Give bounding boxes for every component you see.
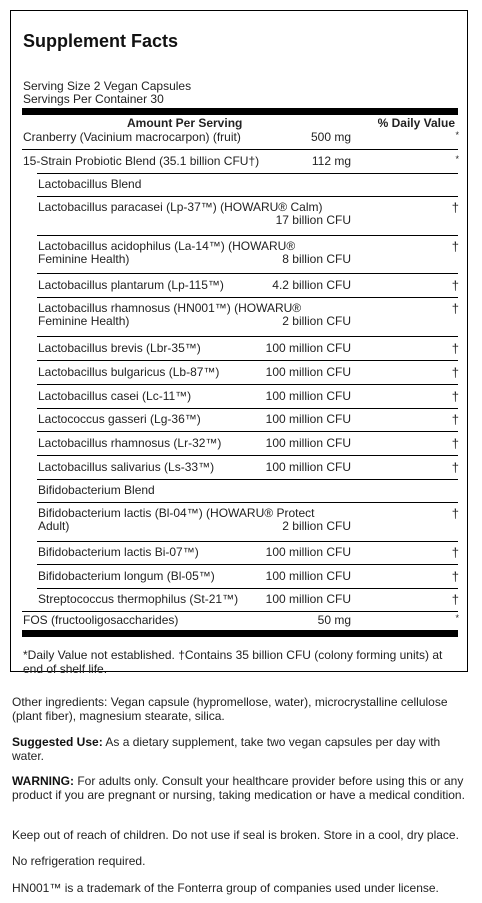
ingredient-amount: 4.2 billion CFU	[272, 278, 351, 292]
serving-size: Serving Size 2 Vegan Capsules	[23, 79, 192, 93]
suggested-use	[12, 735, 472, 763]
ingredient-name: Streptococcus thermophilus (St-21™)	[38, 592, 239, 606]
daily-value-mark: †	[451, 436, 459, 451]
ingredient-name: Lactobacillus brevis (Lbr-35™)	[38, 341, 201, 355]
row-divider	[37, 360, 458, 361]
servings-per-container: Servings Per Container 30	[23, 92, 164, 106]
ingredient-name: Lactobacillus bulgaricus (Lb-87™)	[38, 365, 220, 379]
suggested-use-label: Suggested Use:	[12, 735, 103, 749]
ingredient-name: Lactobacillus salivarius (Ls-33™)	[38, 460, 215, 474]
ingredient-name: Bifidobacterium longum (Bl-05™)	[38, 569, 215, 583]
ingredient-name: Bifidobacterium lactis Bi-07™)	[38, 545, 199, 559]
ingredient-name: Lactobacillus acidophilus (La-14™) (HOWARU®	[38, 239, 296, 253]
daily-value-mark: †	[451, 545, 459, 560]
daily-value-mark: †	[451, 278, 459, 293]
row-divider	[37, 541, 458, 542]
ingredient-name: Lactobacillus paracasei (Lp-37™) (HOWARU® Calm)	[38, 200, 323, 214]
ingredient-name: Lactobacillus rhamnosus (HN001™) (HOWARU®	[38, 301, 302, 315]
supplement-facts-panel	[10, 10, 468, 676]
ingredient-amount: 100 million CFU	[265, 436, 351, 450]
row-divider	[22, 149, 458, 150]
ingredient-name: Lactobacillus casei (Lc-11™)	[38, 389, 192, 403]
row-divider	[37, 196, 458, 197]
daily-value-mark: †	[451, 341, 459, 356]
other-ingredients: Other ingredients: Vegan capsule (hypromellose, water), microcrystalline cellulose (plant fiber), magnesium stearate, silica.	[12, 695, 448, 723]
row-divider	[37, 336, 458, 337]
daily-value-mark: *	[455, 130, 459, 140]
warning	[12, 774, 472, 802]
ingredient-name: Lactobacillus Blend	[38, 177, 142, 191]
ingredient-amount: 2 billion CFU	[282, 519, 351, 533]
footer-rule	[22, 630, 458, 637]
suggested-use-text: As a dietary supplement, take two vegan capsules per day with water.	[12, 735, 441, 763]
daily-value-mark: *	[455, 154, 459, 164]
amount-header: Amount Per Serving	[127, 116, 243, 130]
warning-text: For adults only. Consult your healthcare provider before using this or any product if you are pregnant or nursing, taking medication or have a medical condition.	[12, 774, 465, 802]
ingredient-amount: 100 million CFU	[265, 341, 351, 355]
ingredient-name: Lactobacillus rhamnosus (Lr-32™)	[38, 436, 222, 450]
storage-text: Keep out of reach of children. Do not use if seal is broken. Store in a cool, dry place.	[12, 828, 459, 842]
daily-value-mark: †	[451, 412, 459, 427]
daily-value-mark: †	[451, 239, 459, 254]
row-divider	[37, 408, 458, 409]
ingredient-amount: 100 million CFU	[265, 412, 351, 426]
daily-value-mark: †	[451, 200, 459, 215]
daily-value-mark: *	[455, 613, 459, 623]
ingredient-amount: 112 mg	[311, 154, 351, 168]
row-divider	[37, 235, 458, 236]
ingredient-amount: 100 million CFU	[265, 389, 351, 403]
ingredient-name: Feminine Health)	[38, 314, 130, 328]
daily-value-mark: †	[451, 460, 459, 475]
ingredient-amount: 100 million CFU	[265, 460, 351, 474]
ingredient-name: Adult)	[38, 519, 70, 533]
ingredient-amount: 17 billion CFU	[275, 213, 351, 227]
daily-value-mark: †	[451, 506, 459, 521]
ingredient-amount: 50 mg	[317, 613, 351, 627]
ingredient-name: FOS (fructooligosaccharides)	[23, 613, 179, 627]
refrigeration-text: No refrigeration required.	[12, 854, 146, 868]
row-divider	[37, 273, 458, 274]
daily-value-mark: †	[451, 301, 459, 316]
daily-value-mark: †	[451, 569, 459, 584]
ingredient-amount: 100 million CFU	[265, 545, 351, 559]
warning-label: WARNING:	[12, 774, 74, 788]
ingredient-amount: 100 million CFU	[265, 569, 351, 583]
ingredient-name: Lactobacillus plantarum (Lp-115™)	[38, 278, 224, 292]
ingredient-name: Bifidobacterium lactis (Bl-04™) (HOWARU® Protect	[38, 506, 315, 520]
footnote: *Daily Value not established. †Contains 35 billion CFU (colony forming units) at end of shelf life.	[23, 648, 443, 676]
daily-value-mark: †	[451, 592, 459, 607]
daily-value-header: % Daily Value	[377, 116, 455, 130]
ingredient-amount: 500 mg	[310, 130, 351, 144]
row-divider	[37, 479, 458, 480]
daily-value-mark: †	[451, 365, 459, 380]
row-divider	[37, 455, 458, 456]
ingredient-amount: 2 billion CFU	[282, 314, 351, 328]
panel-title: Supplement Facts	[23, 31, 179, 51]
ingredient-amount: 8 billion CFU	[282, 252, 351, 266]
ingredient-name: Lactococcus gasseri (Lg-36™)	[38, 412, 201, 426]
ingredient-name: Bifidobacterium Blend	[38, 483, 155, 497]
ingredient-name: 15-Strain Probiotic Blend (35.1 billion CFU†)	[23, 154, 260, 168]
ingredient-amount: 100 million CFU	[265, 592, 351, 606]
ingredient-name: Cranberry (Vacinium macrocarpon) (fruit)	[23, 130, 241, 144]
row-divider	[37, 297, 458, 298]
row-divider	[37, 431, 458, 432]
row-divider	[37, 384, 458, 385]
trademark-text: HN001™ is a trademark of the Fonterra group of companies used under license.	[12, 881, 439, 895]
daily-value-mark: †	[451, 389, 459, 404]
header-rule	[22, 108, 458, 115]
row-divider	[37, 173, 458, 174]
row-divider	[37, 502, 458, 503]
ingredient-amount: 100 million CFU	[265, 365, 351, 379]
row-divider	[22, 611, 458, 612]
row-divider	[37, 564, 458, 565]
row-divider	[37, 588, 458, 589]
ingredient-name: Feminine Health)	[38, 252, 130, 266]
